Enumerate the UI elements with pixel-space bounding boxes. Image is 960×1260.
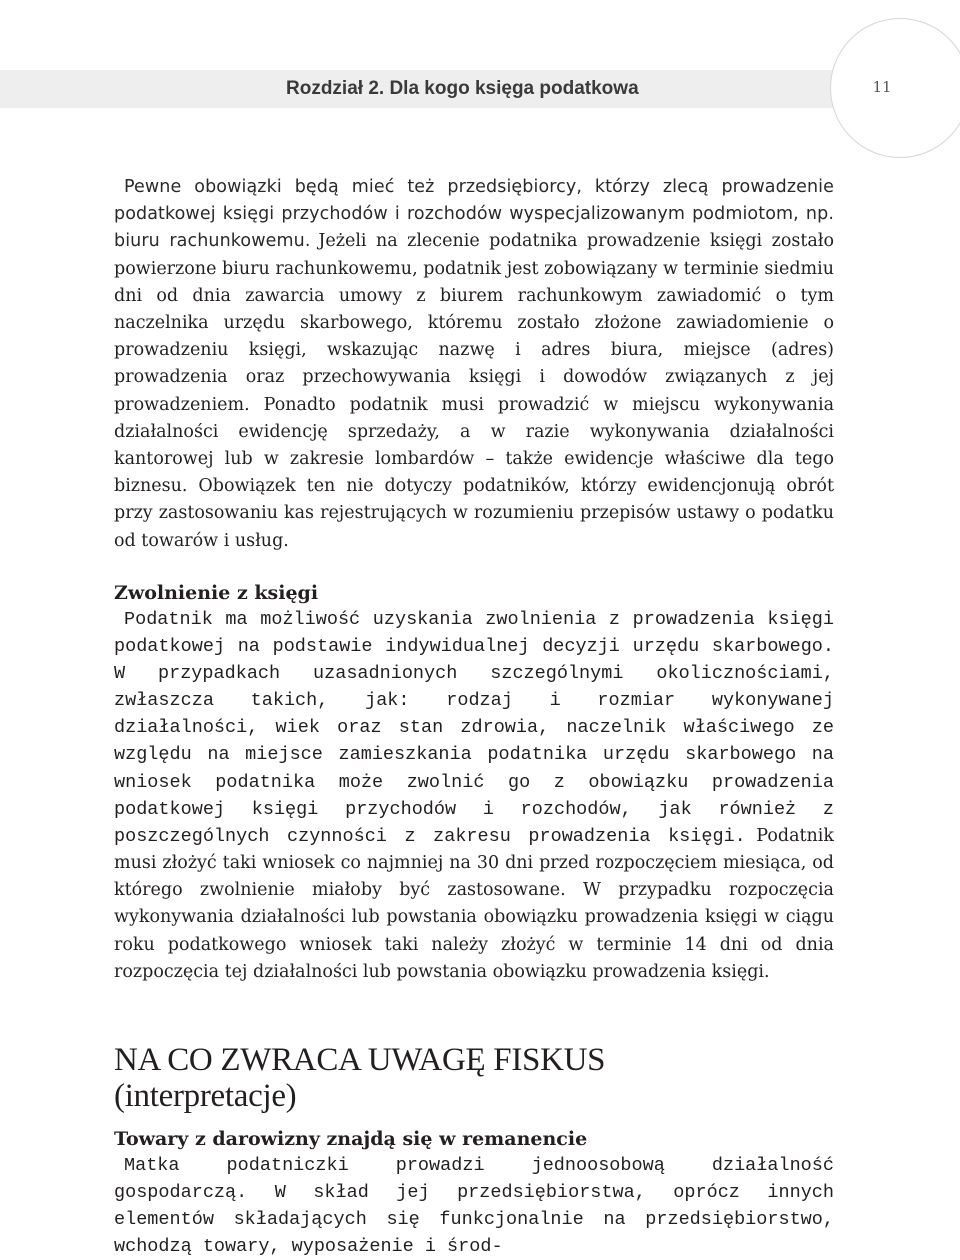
section-gifted-goods <box>114 1126 834 1260</box>
fiskus-title: NA CO ZWRACA UWAGĘ FISKUS <box>114 1042 606 1078</box>
paragraph-outsourcing-intro: Pewne obowiązki będą mieć też przedsiębiorcy, którzy zlecą prowadzenie podatkowej księgi przychodów i rozchodów wyspecjalizowanym podmiotom, np. biuru rachunkowemu. <box>114 177 834 252</box>
paragraph-outsourcing-details: Jeżeli na zlecenie podatnika prowadzenie księgi zostało powierzone biuru rachunkowemu, podatnik jest zobowiązany w terminie siedmiu dni od dnia zawarcia umowy z biurem rachunkowym zawiadomić o tym naczelnika urzędu skarbowego, któremu zostało złożone zawiadomienie o prowadzeniu księgi, wskazując nazwę i adres biura, miejsce (adres) prowadzenia oraz przechowywania księgi i dowodów związanych z jej prowadzeniem. Ponadto podatnik musi prowadzić w miejscu wykonywania działalności ewidencję sprzedaży, a w razie wykonywania działalności kantorowej lub w zakresie lombardów – także ewidencje właściwe dla tego biznesu. Obowiązek ten nie dotyczy podatników, którzy ewidencjonują obrót przy zastosowaniu kas rejestrujących w rozumieniu przepisów ustawy o podatku od towarów i usług. <box>114 231 835 551</box>
page-number-circle <box>830 18 960 158</box>
section-exemption <box>114 580 834 986</box>
section-heading-exemption: Zwolnienie z księgi <box>114 582 319 604</box>
paragraph-exemption-decision: Podatnik ma możliwość uzyskania zwolnienia z prowadzenia księgi podatkowej na podstawie indywidualnej decyzji urzędu skarbowego. W przypadkach uzasadnionych szczególnymi okolicznościami, zwłaszcza takich, jak: rodzaj i rozmiar wykonywanej działalności, wiek oraz stan zdrowia, naczelnik właściwego ze względu na miejsce zamieszkania podatnika urzędu skarbowego na wniosek podatnika może zwolnić go z obowiązku prowadzenia podatkowej księgi przychodów i rozchodów, jak również z poszczególnych czynności z zakresu prowadzenia księgi. <box>114 609 834 847</box>
paragraph-gifted-goods: Matka podatniczki prowadzi jednoosobową działalność gospodarczą. W skład jej przedsiębiorstwa, oprócz innych elementów składających się funkcjonalnie na przedsiębiorstwo, wchodzą towary, wyposażenie i środ- <box>114 1155 834 1258</box>
section-heading-gifted-goods: Towary z darowizny znajdą się w remanencie <box>114 1128 588 1150</box>
section-fiskus <box>114 1042 834 1114</box>
paragraph-outsourcing <box>114 174 834 555</box>
fiskus-subtitle: (interpretacje) <box>114 1078 297 1114</box>
chapter-title: Rozdział 2. Dla kogo księga podatkowa <box>286 78 639 99</box>
paragraph-exemption-deadline: Podatnik musi złożyć taki wniosek co najmniej na 30 dni przed rozpoczęciem miesiąca, od którego zwolnienie miałoby być zastosowane. W przypadku rozpoczęcia wykonywania działalności lub powstania obowiązku prowadzenia księgi w ciągu roku podatkowego wniosek taki należy złożyć w terminie 14 dni od dnia rozpoczęcia tej działalności lub powstania obowiązku prowadzenia księgi. <box>114 825 835 982</box>
page-number: 11 <box>872 78 892 96</box>
